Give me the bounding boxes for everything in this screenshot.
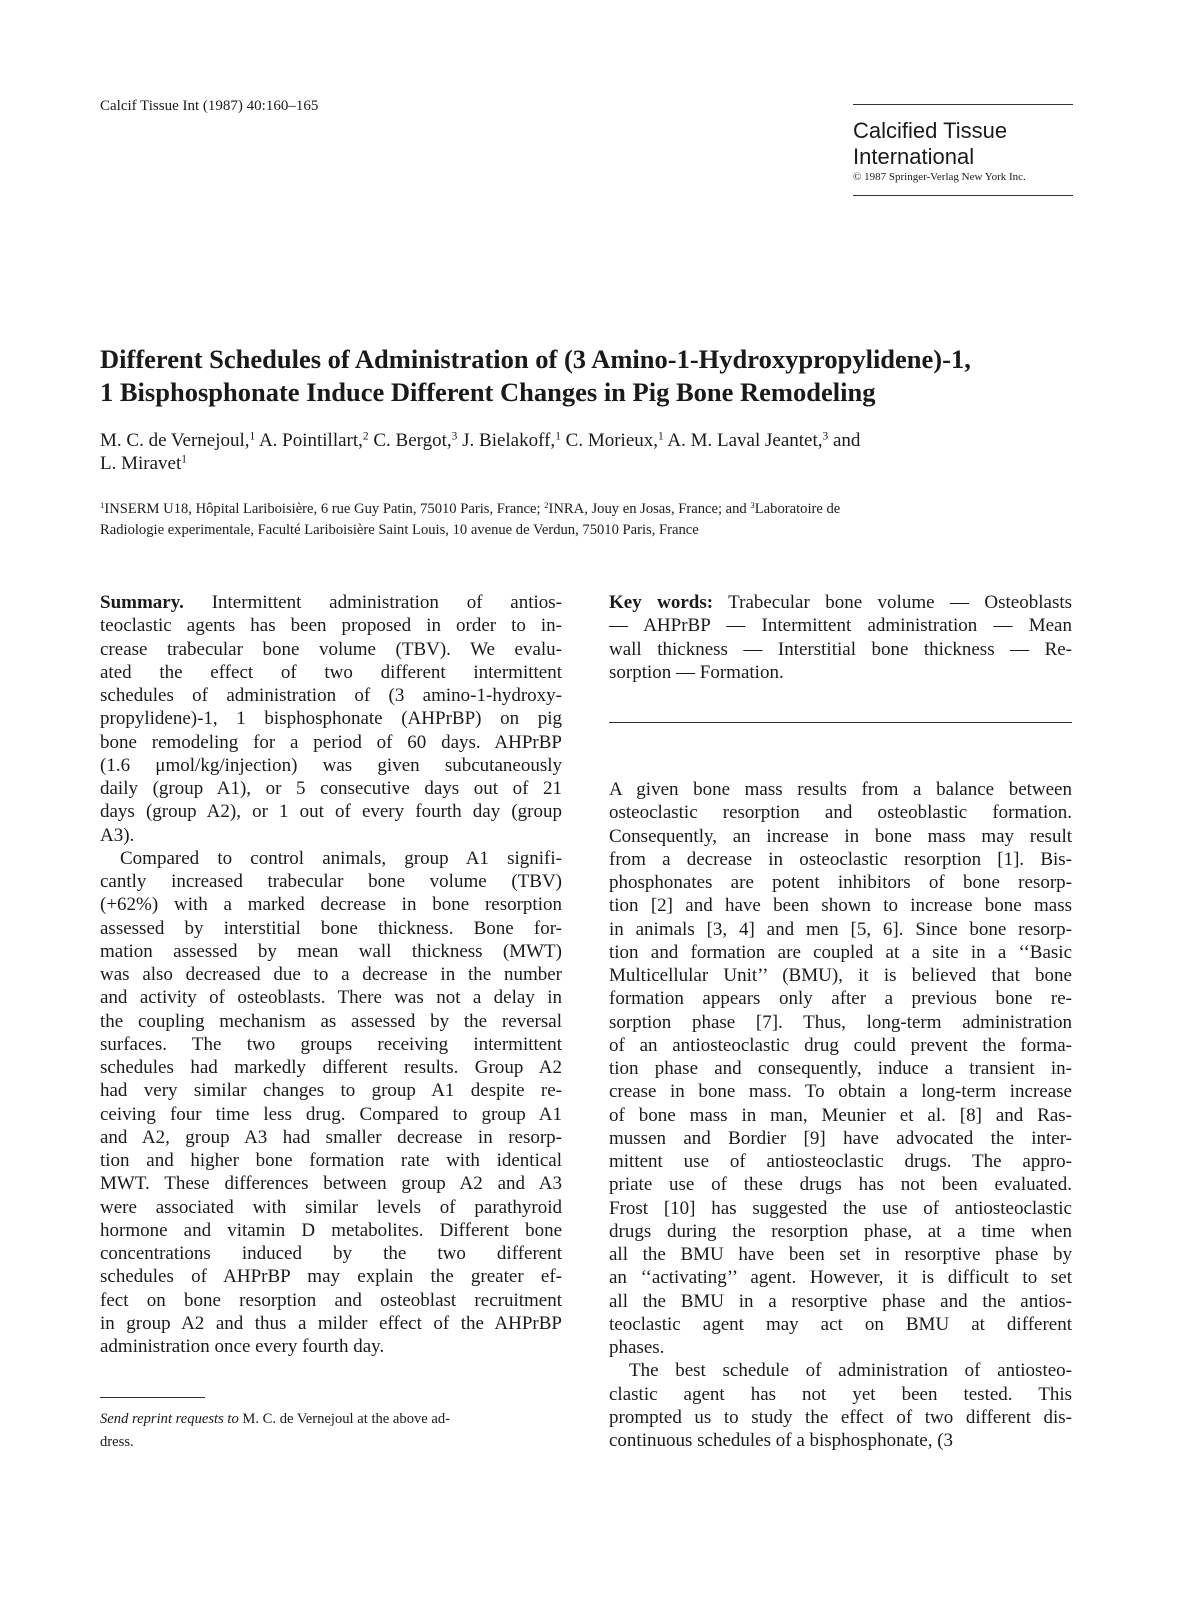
line-text: Consequently, an increase in bone mass may result bbox=[609, 825, 1072, 847]
line-text: of an antiosteoclastic drug could prevent the forma- bbox=[609, 1034, 1072, 1056]
text-line bbox=[100, 1056, 562, 1079]
line-text: Intermittent administration of antios- bbox=[183, 592, 562, 613]
text-line bbox=[100, 1010, 562, 1033]
text-line bbox=[609, 1011, 1072, 1034]
line-text: were associated with similar levels of parathyroid bbox=[100, 1196, 562, 1218]
line-text: prompted us to study the effect of two different dis- bbox=[609, 1406, 1072, 1428]
text-line bbox=[609, 894, 1072, 917]
affiliations-line1 bbox=[100, 501, 840, 518]
text-line bbox=[100, 986, 562, 1009]
footnote bbox=[100, 1408, 562, 1454]
text-line bbox=[100, 847, 562, 870]
line-text: — AHPrBP — Intermittent administration — Mean bbox=[609, 615, 1072, 637]
text-line bbox=[609, 778, 1072, 801]
line-text: phases. bbox=[609, 1337, 665, 1358]
text-line bbox=[100, 1196, 562, 1219]
text-line bbox=[609, 848, 1072, 871]
line-text: sorption — Formation. bbox=[609, 661, 784, 683]
text-line bbox=[100, 917, 562, 940]
text-line bbox=[100, 1289, 562, 1312]
text-line bbox=[100, 824, 562, 847]
keywords-line bbox=[609, 591, 1072, 614]
text-line bbox=[100, 800, 562, 823]
author: M. C. de Vernejoul, bbox=[100, 430, 250, 451]
affiliation: Laboratoire de bbox=[754, 501, 841, 517]
line-text: schedules of AHPrBP may explain the greater ef- bbox=[100, 1266, 562, 1288]
authors-line2 bbox=[100, 453, 187, 475]
line-text: priate use of these drugs has not been evaluated. bbox=[609, 1174, 1072, 1196]
line-text: in group A2 and thus a milder effect of the AHPrBP bbox=[100, 1312, 562, 1334]
text-line bbox=[100, 1149, 562, 1172]
text-line bbox=[609, 1173, 1072, 1196]
author: C. Morieux, bbox=[565, 430, 658, 451]
author: J. Bielakoff, bbox=[462, 430, 556, 451]
text-line bbox=[609, 1383, 1072, 1406]
text-line bbox=[100, 661, 562, 684]
keywords-line bbox=[609, 614, 1072, 637]
line-text: in animals [3, 4] and men [5, 6]. Since bone resorp- bbox=[609, 918, 1072, 940]
line-text: sorption phase [7]. Thus, long-term administration bbox=[609, 1011, 1072, 1033]
text-line bbox=[609, 987, 1072, 1010]
text-line bbox=[609, 964, 1072, 987]
line-text: crease trabecular bone volume (TBV). We evalu- bbox=[100, 638, 562, 660]
text-line bbox=[609, 1104, 1072, 1127]
text-line bbox=[100, 1079, 562, 1102]
author-conjunction: and bbox=[832, 430, 861, 451]
text-line bbox=[100, 1265, 562, 1288]
text-line bbox=[609, 1429, 1072, 1452]
affiliation: INRA, Jouy en Josas, France; and bbox=[548, 501, 751, 517]
line-text: from a decrease in osteoclastic resorption [1]. Bis- bbox=[609, 848, 1072, 870]
text-line bbox=[609, 825, 1072, 848]
footnote-italic: Send reprint requests to bbox=[100, 1411, 239, 1427]
aff-marker: 1 bbox=[181, 453, 187, 466]
text-line bbox=[100, 1242, 562, 1265]
running-head: Calcif Tissue Int (1987) 40:160–165 bbox=[100, 98, 319, 114]
line-text: ated the effect of two different intermittent bbox=[100, 661, 562, 683]
aff-marker: 1 bbox=[555, 430, 561, 443]
text-line bbox=[100, 1312, 562, 1335]
affiliation: INSERM U18, Hôpital Lariboisière, 6 rue Guy Patin, 75010 Paris, France; bbox=[104, 501, 545, 517]
line-text: schedules had markedly different results. Group A2 bbox=[100, 1057, 562, 1078]
text-line bbox=[609, 1127, 1072, 1150]
line-text: clastic agent has not yet been tested. This bbox=[609, 1383, 1072, 1405]
line-text: A3). bbox=[100, 824, 135, 846]
text-line bbox=[609, 918, 1072, 941]
journal-name-line2: International bbox=[853, 144, 975, 169]
text-line bbox=[609, 1266, 1072, 1289]
line-text: (+62%) with a marked decrease in bone resorption bbox=[100, 894, 562, 916]
affiliations-line2: Radiologie experimentale, Faculté Lariboisière Saint Louis, 10 avenue de Verdun, 75010 Paris, France bbox=[100, 522, 699, 538]
text-line bbox=[100, 940, 562, 963]
line-text: administration once every fourth day. bbox=[100, 1336, 385, 1357]
keywords-line bbox=[609, 661, 1072, 684]
line-text: schedules of administration of (3 amino-1-hydroxy- bbox=[100, 685, 562, 706]
keywords-divider bbox=[609, 722, 1072, 723]
aff-marker: 3 bbox=[750, 500, 755, 511]
text-line bbox=[100, 638, 562, 661]
aff-marker: 3 bbox=[822, 430, 829, 443]
author: A. Pointillart, bbox=[258, 430, 363, 451]
aff-marker: 1 bbox=[249, 430, 256, 443]
line-text: hormone and vitamin D metabolites. Different bone bbox=[100, 1219, 562, 1241]
text-line bbox=[609, 1150, 1072, 1173]
text-line bbox=[609, 1406, 1072, 1429]
line-text: Multicellular Unit’’ (BMU), it is believed that bone bbox=[609, 965, 1072, 986]
line-text: mussen and Bordier [9] have advocated the inter- bbox=[609, 1127, 1072, 1149]
text-line bbox=[100, 684, 562, 707]
line-text: propylidene)-1, 1 bisphosphonate (AHPrBP) on pig bbox=[100, 708, 562, 730]
line-text: (1.6 μmol/kg/injection) was given subcutaneously bbox=[100, 754, 562, 776]
line-text: concentrations induced by the two different bbox=[100, 1243, 562, 1264]
line-text: formation appears only after a previous bone re- bbox=[609, 988, 1072, 1010]
footnote-text: dress. bbox=[100, 1434, 134, 1450]
text-line bbox=[609, 801, 1072, 824]
text-line bbox=[100, 1335, 562, 1358]
line-text: crease in bone mass. To obtain a long-term increase bbox=[609, 1081, 1072, 1103]
text-line bbox=[609, 1197, 1072, 1220]
line-text: phosphonates are potent inhibitors of bone resorp- bbox=[609, 872, 1072, 893]
line-text: mation assessed by mean wall thickness (MWT) bbox=[100, 940, 562, 962]
text-line bbox=[609, 1359, 1072, 1382]
text-line bbox=[609, 941, 1072, 964]
text-line bbox=[100, 1126, 562, 1149]
text-line bbox=[100, 1172, 562, 1195]
line-text: fect on bone resorption and osteoblast recruitment bbox=[100, 1289, 562, 1311]
line-text: tion and formation are coupled at a site in a ‘‘Basic bbox=[609, 941, 1072, 963]
text-line bbox=[100, 1103, 562, 1126]
text-line bbox=[100, 893, 562, 916]
line-text: tion [2] and have been shown to increase bone mass bbox=[609, 895, 1072, 917]
text-line bbox=[609, 871, 1072, 894]
keywords-label: Key words: bbox=[609, 592, 714, 613]
text-line bbox=[100, 731, 562, 754]
line-text: The best schedule of administration of antiosteo- bbox=[629, 1360, 1072, 1382]
text-line bbox=[100, 777, 562, 800]
line-text: and A2, group A3 had smaller decrease in resorp- bbox=[100, 1126, 562, 1148]
text-line bbox=[609, 1243, 1072, 1266]
footnote-divider bbox=[100, 1397, 205, 1398]
copyright: © 1987 Springer-Verlag New York Inc. bbox=[853, 171, 1026, 183]
keywords-line bbox=[609, 638, 1072, 661]
line-text: Compared to control animals, group A1 signifi- bbox=[120, 847, 562, 869]
journal-name-line1: Calcified Tissue bbox=[853, 118, 1008, 143]
article-title-line1: Different Schedules of Administration of (3 Amino-1-Hydroxypropylidene)-1, bbox=[100, 344, 971, 374]
author: L. Miravet bbox=[100, 453, 182, 474]
aff-marker: 2 bbox=[362, 430, 369, 443]
line-text: had very similar changes to group A1 despite re- bbox=[100, 1080, 562, 1102]
text-line bbox=[609, 1220, 1072, 1243]
line-text: all the BMU in a resorptive phase and the antios- bbox=[609, 1290, 1072, 1312]
line-text: all the BMU have been set in resorptive phase by bbox=[609, 1244, 1072, 1265]
line-text: and activity of osteoblasts. There was not a delay in bbox=[100, 987, 562, 1009]
line-text: the coupling mechanism as assessed by the reversal bbox=[100, 1010, 562, 1032]
line-text: an ‘‘activating’’ agent. However, it is difficult to set bbox=[609, 1267, 1072, 1289]
line-text: mittent use of antiosteoclastic drugs. The appro- bbox=[609, 1151, 1072, 1172]
text-line bbox=[100, 1219, 562, 1242]
aff-marker: 1 bbox=[100, 500, 105, 511]
line-text: tion phase and consequently, induce a transient in- bbox=[609, 1058, 1072, 1079]
text-line bbox=[100, 591, 562, 614]
text-line bbox=[100, 754, 562, 777]
author: A. M. Laval Jeantet, bbox=[667, 430, 823, 451]
line-text: tion and higher bone formation rate with identical bbox=[100, 1150, 562, 1171]
line-text: osteoclastic resorption and osteoblastic formation. bbox=[609, 802, 1072, 824]
line-text: days (group A2), or 1 out of every fourth day (group bbox=[100, 801, 562, 823]
text-line bbox=[609, 1313, 1072, 1336]
line-text: surfaces. The two groups receiving intermittent bbox=[100, 1033, 562, 1055]
line-text: bone remodeling for a period of 60 days. AHPrBP bbox=[100, 731, 562, 753]
text-line bbox=[609, 1034, 1072, 1057]
aff-marker: 2 bbox=[544, 500, 549, 511]
line-text: teoclastic agents has been proposed in order to in- bbox=[100, 615, 562, 637]
line-text: continuous schedules of a bisphosphonate, (3 bbox=[609, 1430, 954, 1451]
authors-line1 bbox=[100, 430, 860, 452]
text-line bbox=[609, 1080, 1072, 1103]
line-text: Trabecular bone volume — Osteoblasts bbox=[713, 592, 1073, 613]
text-line bbox=[609, 1290, 1072, 1313]
text-line bbox=[609, 1336, 1072, 1359]
line-text: cantly increased trabecular bone volume (TBV) bbox=[100, 871, 562, 892]
line-text: MWT. These differences between group A2 and A3 bbox=[100, 1173, 562, 1195]
line-text: teoclastic agent may act on BMU at different bbox=[609, 1313, 1072, 1335]
line-text: of bone mass in man, Meunier et al. [8] and Ras- bbox=[609, 1104, 1072, 1126]
line-text: was also decreased due to a decrease in the number bbox=[100, 964, 562, 985]
aff-marker: 3 bbox=[451, 430, 458, 443]
lead-label: Summary. bbox=[100, 592, 184, 613]
text-line bbox=[100, 614, 562, 637]
line-text: daily (group A1), or 5 consecutive days out of 21 bbox=[100, 778, 562, 799]
text-line bbox=[100, 1033, 562, 1056]
journal-masthead bbox=[853, 104, 1073, 196]
line-text: wall thickness — Interstitial bone thickness — Re- bbox=[609, 638, 1072, 660]
line-text: A given bone mass results from a balance between bbox=[609, 779, 1072, 800]
line-text: Frost [10] has suggested the use of antiosteoclastic bbox=[609, 1197, 1072, 1219]
footnote-text: M. C. de Vernejoul at the above ad- bbox=[238, 1411, 451, 1427]
line-text: drugs during the resorption phase, at a time when bbox=[609, 1220, 1072, 1242]
article-title-line2: 1 Bisphosphonate Induce Different Changes in Pig Bone Remodeling bbox=[100, 377, 876, 407]
text-line bbox=[100, 707, 562, 730]
text-line bbox=[609, 1057, 1072, 1080]
author: C. Bergot, bbox=[373, 430, 452, 451]
text-line bbox=[100, 963, 562, 986]
aff-marker: 1 bbox=[658, 430, 664, 443]
line-text: ceiving four time less drug. Compared to group A1 bbox=[100, 1103, 562, 1125]
text-line bbox=[100, 870, 562, 893]
line-text: assessed by interstitial bone thickness. Bone for- bbox=[100, 917, 562, 939]
